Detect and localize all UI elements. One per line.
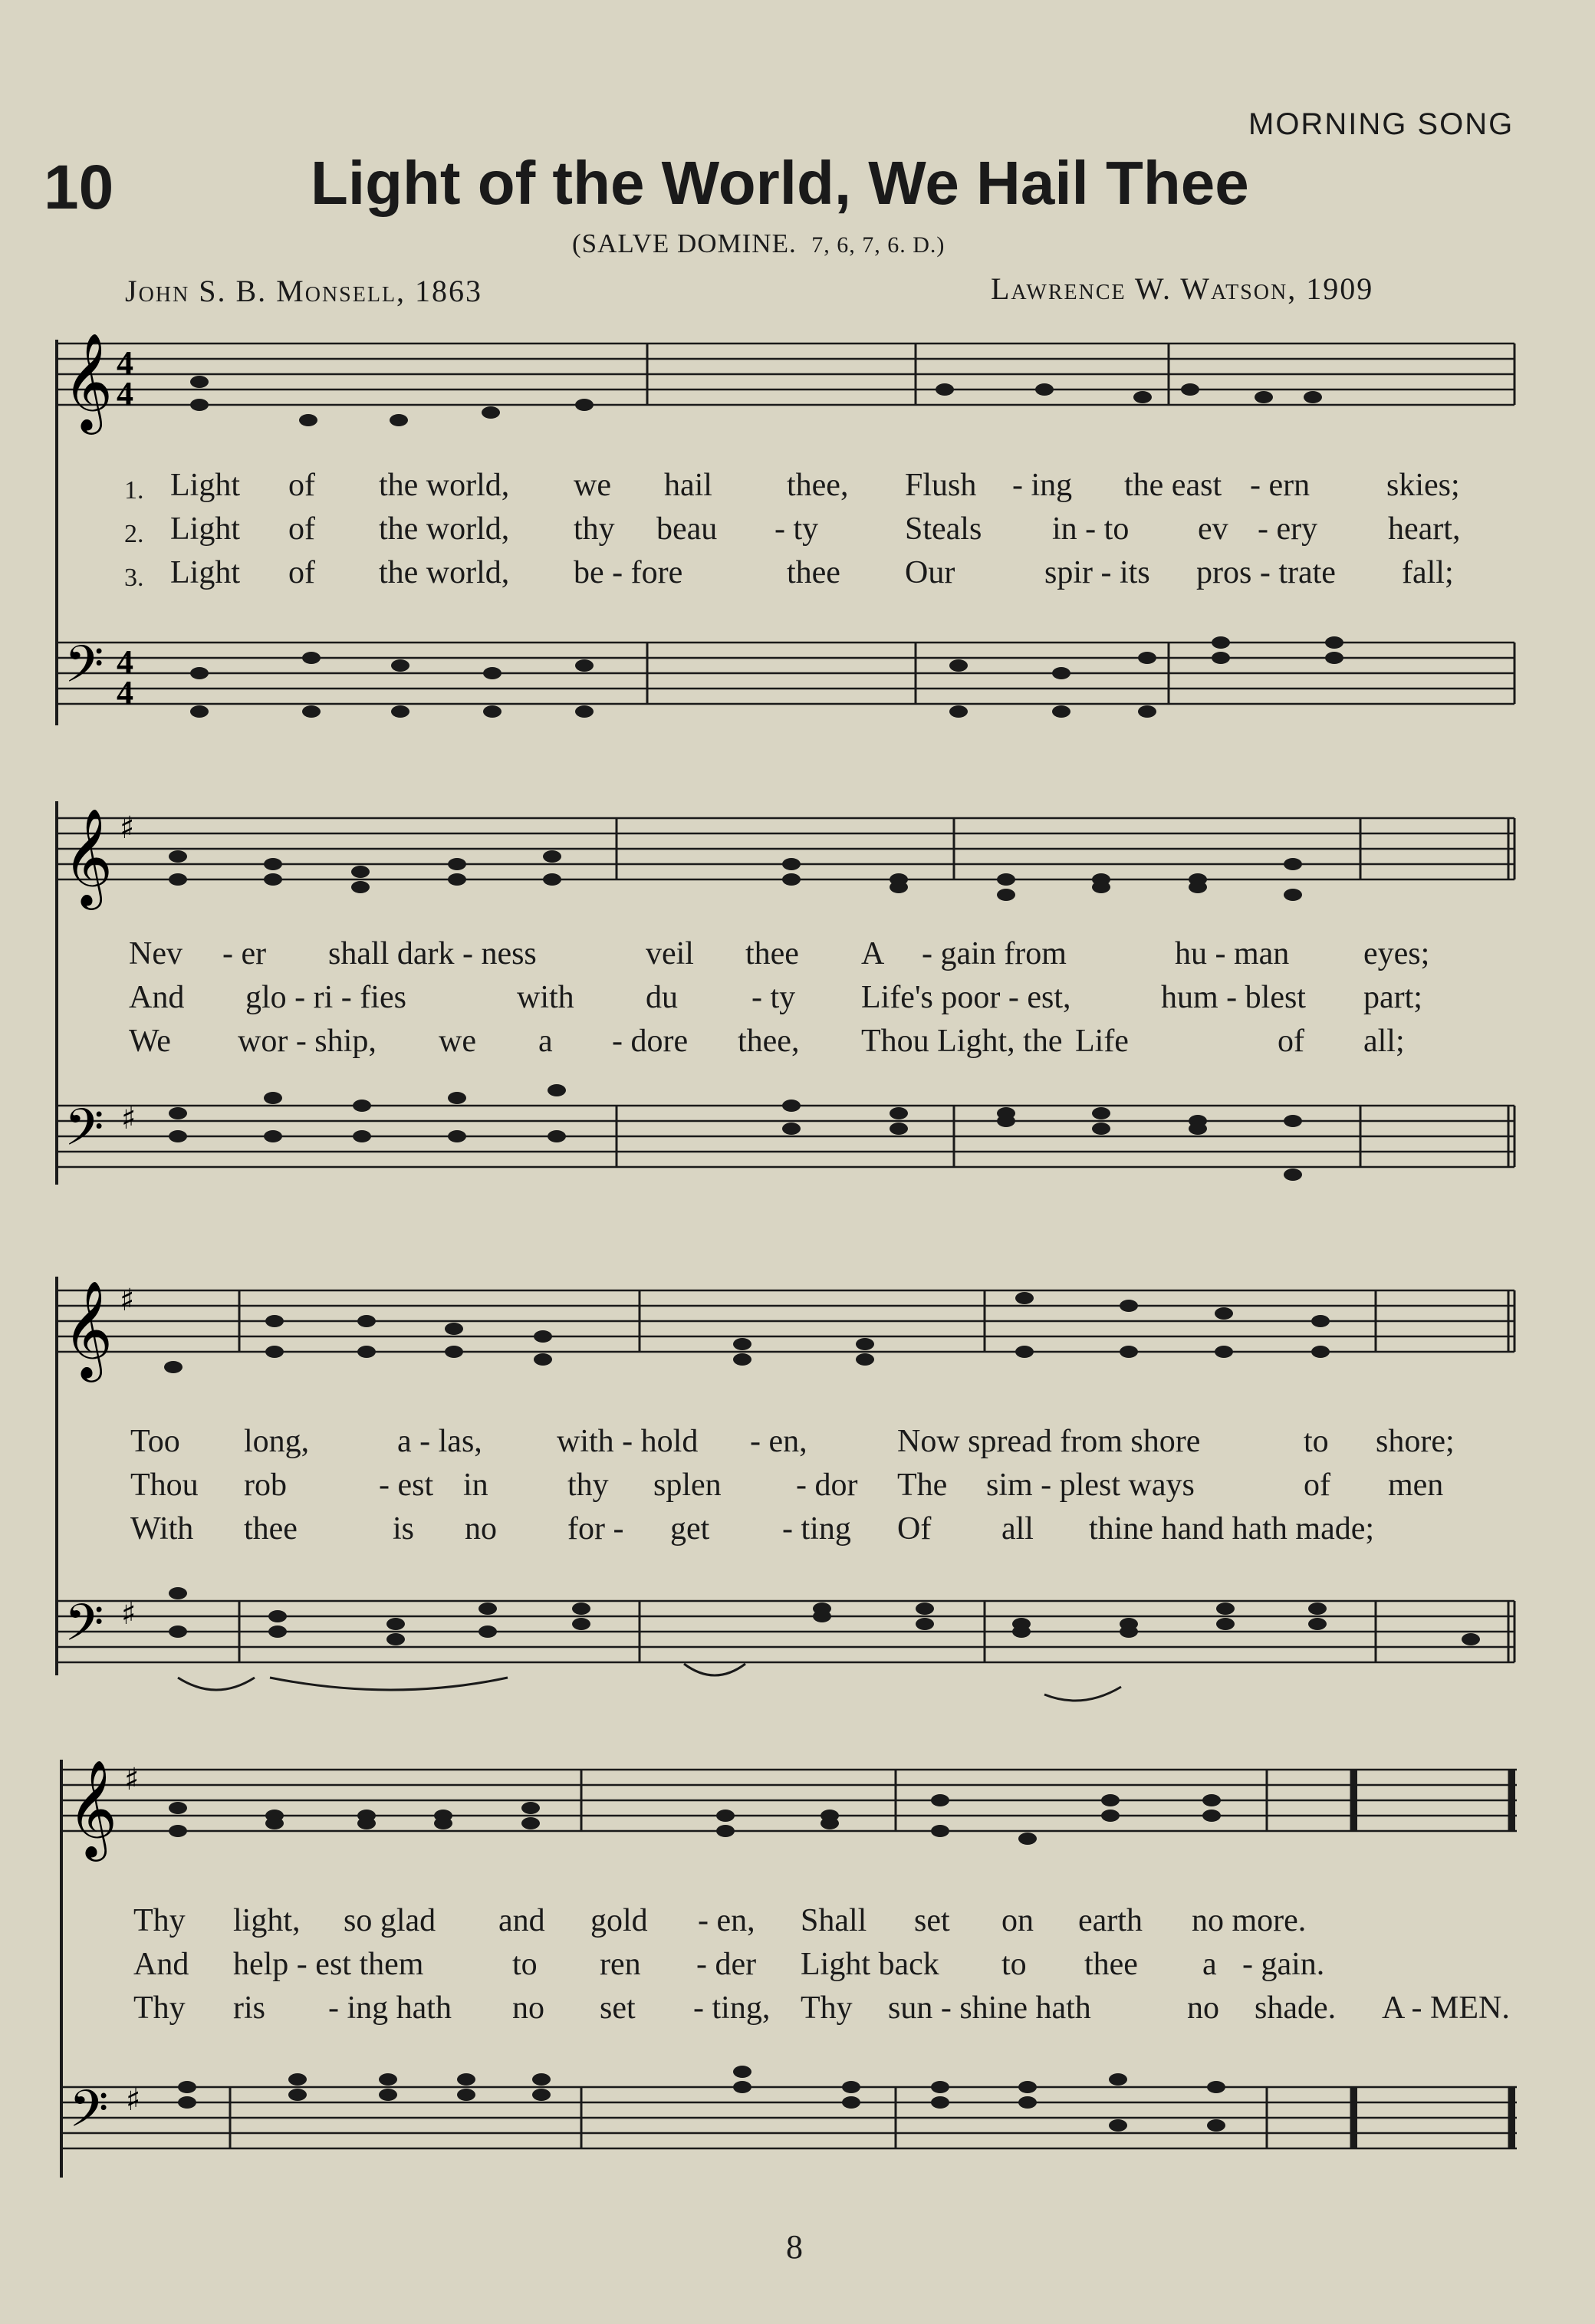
hymn-title: Light of the World, We Hail Thee (311, 149, 1249, 217)
lyric-line: With thee is no for - get - ting Of all thine hand hath made; (130, 1511, 1375, 1547)
lyric-line: And glo - ri - fies with du - ty Life's poor - est, hum - blest part; (129, 980, 1422, 1015)
lyric-line: Thy light, so glad and gold - en, Shall set on earth no more. (133, 1903, 1307, 1938)
lyric-line: 2. Light of the world, thy beau - ty Steals in - to ev - ery heart, (124, 511, 1461, 548)
svg-text:♯: ♯ (120, 810, 135, 846)
treble-clef-icon: 𝄞 (63, 1280, 113, 1378)
lyric-line: Too long, a - las, with - hold - en, Now spread from shore to shore; (130, 1424, 1455, 1459)
lyric-line: Thou rob - est in thy splen - dor The sim - plest ways of men (130, 1468, 1444, 1503)
treble-clef-icon: 𝄞 (63, 332, 113, 430)
bass-staff-3 (55, 1549, 1520, 1748)
treble-staff-4 (60, 1756, 1524, 1863)
bass-staff-1 (55, 621, 1520, 744)
bass-clef-icon: 𝄢 (69, 2079, 109, 2151)
lyrics-block-2 (129, 932, 1524, 1063)
lyric-line: And help - est them to ren - der Light back to thee a - gain. (133, 1947, 1325, 1982)
page-number: 8 (786, 2228, 803, 2266)
lyrics-block-1 (123, 464, 1518, 595)
treble-staff-3 (55, 1277, 1520, 1392)
svg-text:♯: ♯ (120, 1283, 135, 1318)
svg-text:4: 4 (117, 674, 133, 712)
lyric-line: 1. Light of the world, we hail thee, Flush - ing the east - ern skies; (124, 468, 1460, 505)
lyric-line: 3. Light of the world, be - fore thee Our spir - its pros - trate fall; (124, 555, 1454, 592)
bass-clef-icon: 𝄢 (64, 1098, 104, 1169)
lyric-line: Thy ris - ing hath no set - ting, Thy sun - shine hath no shade. A - MEN. (133, 1990, 1510, 2026)
lyric-line: We wor - ship, we a - dore thee, Thou Light, the Life of all; (129, 1024, 1405, 1059)
bass-staff-2 (55, 1073, 1520, 1196)
bass-staff-4 (60, 2024, 1524, 2193)
svg-text:4: 4 (117, 375, 133, 413)
lyrics-block-4 (133, 1899, 1529, 2030)
tune-name: (SALVE DOMINE. 7, 6, 7, 6. D.) (572, 228, 945, 258)
svg-text:♯: ♯ (121, 1101, 136, 1136)
svg-text:4: 4 (117, 643, 133, 681)
treble-clef-icon: 𝄞 (63, 807, 113, 906)
bass-clef-icon: 𝄢 (64, 1593, 104, 1665)
lyric-line: Nev - er shall dark - ness veil thee A - gain from hu - man eyes; (129, 936, 1430, 971)
hymn-number: 10 (44, 153, 114, 222)
lyrics-block-3 (130, 1420, 1526, 1551)
treble-clef-icon: 𝄞 (67, 1759, 118, 1857)
text-author: John S. B. Monsell, 1863 (125, 274, 483, 308)
bass-clef-icon: 𝄢 (64, 635, 104, 706)
music-composer: Lawrence W. Watson, 1909 (991, 271, 1374, 306)
treble-staff-2 (55, 801, 1520, 909)
svg-text:4: 4 (117, 344, 133, 382)
svg-text:♯: ♯ (126, 2082, 141, 2118)
svg-text:♯: ♯ (121, 1596, 136, 1632)
section-label: MORNING SONG (1248, 107, 1514, 141)
svg-text:♯: ♯ (124, 1762, 140, 1797)
